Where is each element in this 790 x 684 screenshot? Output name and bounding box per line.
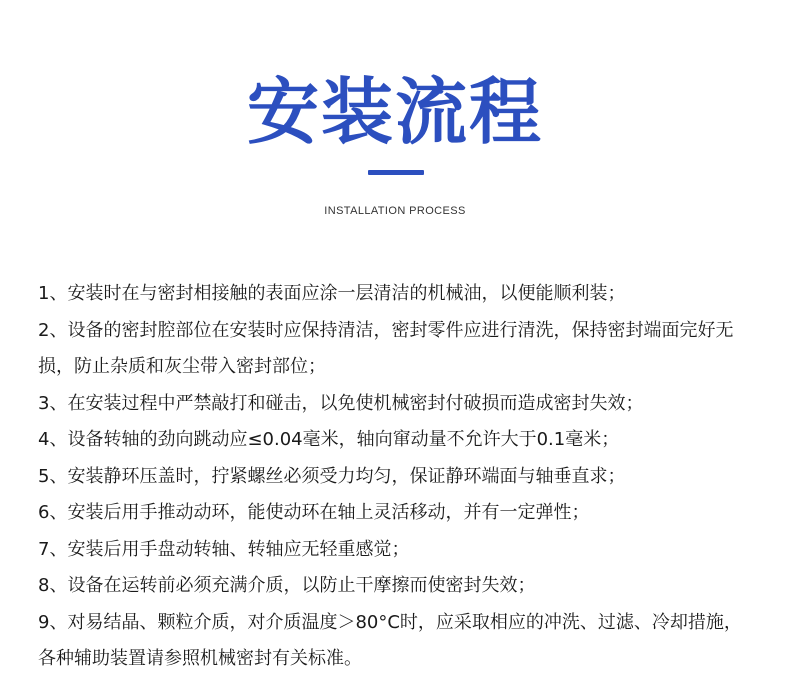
step-item-6: 6、安装后用手推动动环，能使动环在轴上灵活移动，并有一定弹性；: [38, 502, 590, 523]
page-subtitle: INSTALLATION PROCESS: [324, 205, 466, 217]
step-item-3: 3、在安装过程中严禁敲打和碰击，以免使机械密封付破损而造成密封失效；: [38, 392, 644, 414]
title-divider: [368, 170, 424, 175]
step-item-4: 4、设备转轴的劲向跳动应≤0.04毫米，轴向窜动量不允许大于0.1毫米；: [38, 429, 620, 450]
step-item-7: 7、安装后用手盘动转轴、转轴应无轻重感觉；: [38, 538, 410, 560]
step-item-2: 2、设备的密封腔部位在安装时应保持清洁，密封零件应进行清洗，保持密封端面完好无损，防止杂质和灰尘带入密封部位；: [38, 319, 734, 377]
step-item-8: 8、设备在运转前必须充满介质，以防止干摩擦而使密封失效；: [38, 575, 536, 596]
step-item-5: 5、安装静环压盖时，拧紧螺丝必须受力均匀，保证静环端面与轴垂直求；: [38, 465, 626, 487]
step-item-1: 1、安装时在与密封相接触的表面应涂一层清洁的机械油，以便能顺利装；: [38, 283, 626, 304]
installation-steps-list: [38, 276, 758, 678]
page-title: 安装流程: [246, 70, 543, 154]
step-item-9: 9、对易结晶、颗粒介质，对介质温度＞80°C时，应采取相应的冲洗、过滤、冷却措施，各种辅助装置请参照机械密封有关标准。: [38, 611, 742, 669]
